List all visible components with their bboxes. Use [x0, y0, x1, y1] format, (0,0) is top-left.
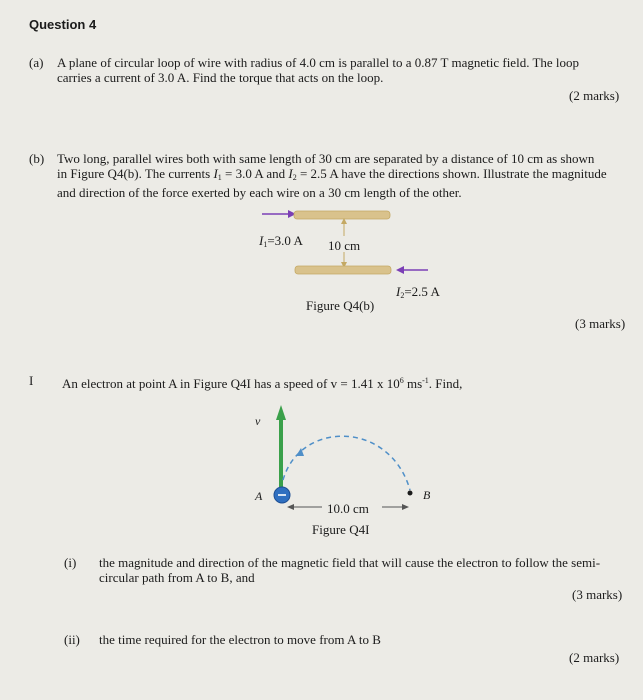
part-b-i1-subscript: 1: [217, 173, 222, 182]
part-c-text-pre: An electron at point A in Figure Q4I has a speed of v = 1.41 x 10: [62, 376, 400, 391]
part-c-label: I: [29, 373, 34, 388]
fig-i1-subscript: 1: [263, 240, 268, 249]
velocity-arrowhead: [276, 405, 286, 420]
sub-i-text: [99, 555, 629, 585]
part-b-marks: (3 marks): [575, 316, 626, 331]
sub-i-marks: (3 marks): [572, 587, 623, 602]
part-c-unit: ms: [403, 376, 423, 391]
sub-i-line-2: circular path from A to B, and: [99, 570, 255, 585]
figure-q4i-v-label: v: [255, 414, 261, 428]
sub-i-label: (i): [64, 555, 77, 570]
sub-i-line-1: the magnitude and direction of the magnetic field that will cause the electron to follow the semi-: [99, 555, 601, 570]
part-a-label: (a): [29, 55, 44, 70]
sub-ii-label: (ii): [64, 632, 80, 647]
part-b-line-1: Two long, parallel wires both with same length of 30 cm are separated by a distance of 10 cm as shown: [57, 151, 595, 166]
question-title: Question 4: [29, 17, 97, 32]
figure-q4i-b-label: B: [423, 488, 431, 502]
part-b-i1-value: = 3.0 A and: [221, 166, 289, 181]
figure-q4i-distance: 10.0 cm: [327, 501, 369, 516]
part-b-i2-symbol: I: [288, 166, 293, 181]
figure-q4i-a-label: A: [255, 489, 263, 503]
point-b-dot: [408, 491, 413, 496]
part-c-text-post: . Find,: [428, 376, 463, 391]
part-a-line-2: carries a current of 3.0 A. Find the torque that acts on the loop.: [57, 70, 384, 85]
fig-i2-value: =2.5 A: [404, 284, 440, 299]
semicircular-path: [283, 436, 410, 490]
sub-ii-marks: (2 marks): [569, 650, 620, 665]
part-a-line-1: A plane of circular loop of wire with radius of 4.0 cm is parallel to a 0.87 T magnetic field. The loop: [57, 55, 580, 70]
distance-arrowhead-left: [287, 504, 294, 510]
fig-i2-symbol: I: [396, 284, 401, 299]
part-a-marks: (2 marks): [569, 88, 620, 103]
part-c-unit-exponent: -1: [422, 376, 429, 385]
sub-ii-text: the time required for the electron to move from A to B: [99, 632, 381, 647]
part-b-line-3: and direction of the force exerted by each wire on a 30 cm length of the other.: [57, 185, 462, 200]
figure-q4b-distance: 10 cm: [328, 238, 361, 253]
part-b-i2-subscript: 2: [292, 173, 297, 182]
figure-q4i-caption: Figure Q4I: [312, 522, 370, 537]
fig-i1-symbol: I: [259, 233, 264, 248]
figure-q4b-caption: Figure Q4(b): [306, 298, 375, 313]
fig-i1-value: =3.0 A: [267, 233, 303, 248]
part-b-i1-symbol: I: [213, 166, 218, 181]
part-c-exponent: 6: [399, 376, 404, 385]
part-b-line-2-pre: in Figure Q4(b). The currents: [57, 166, 214, 181]
part-b-i2-value: = 2.5 A have the directions shown. Illustrate the magnitude: [296, 166, 607, 181]
distance-arrowhead-right: [402, 504, 409, 510]
fig-i2-subscript: 2: [400, 291, 405, 300]
part-b-label: (b): [29, 151, 45, 166]
